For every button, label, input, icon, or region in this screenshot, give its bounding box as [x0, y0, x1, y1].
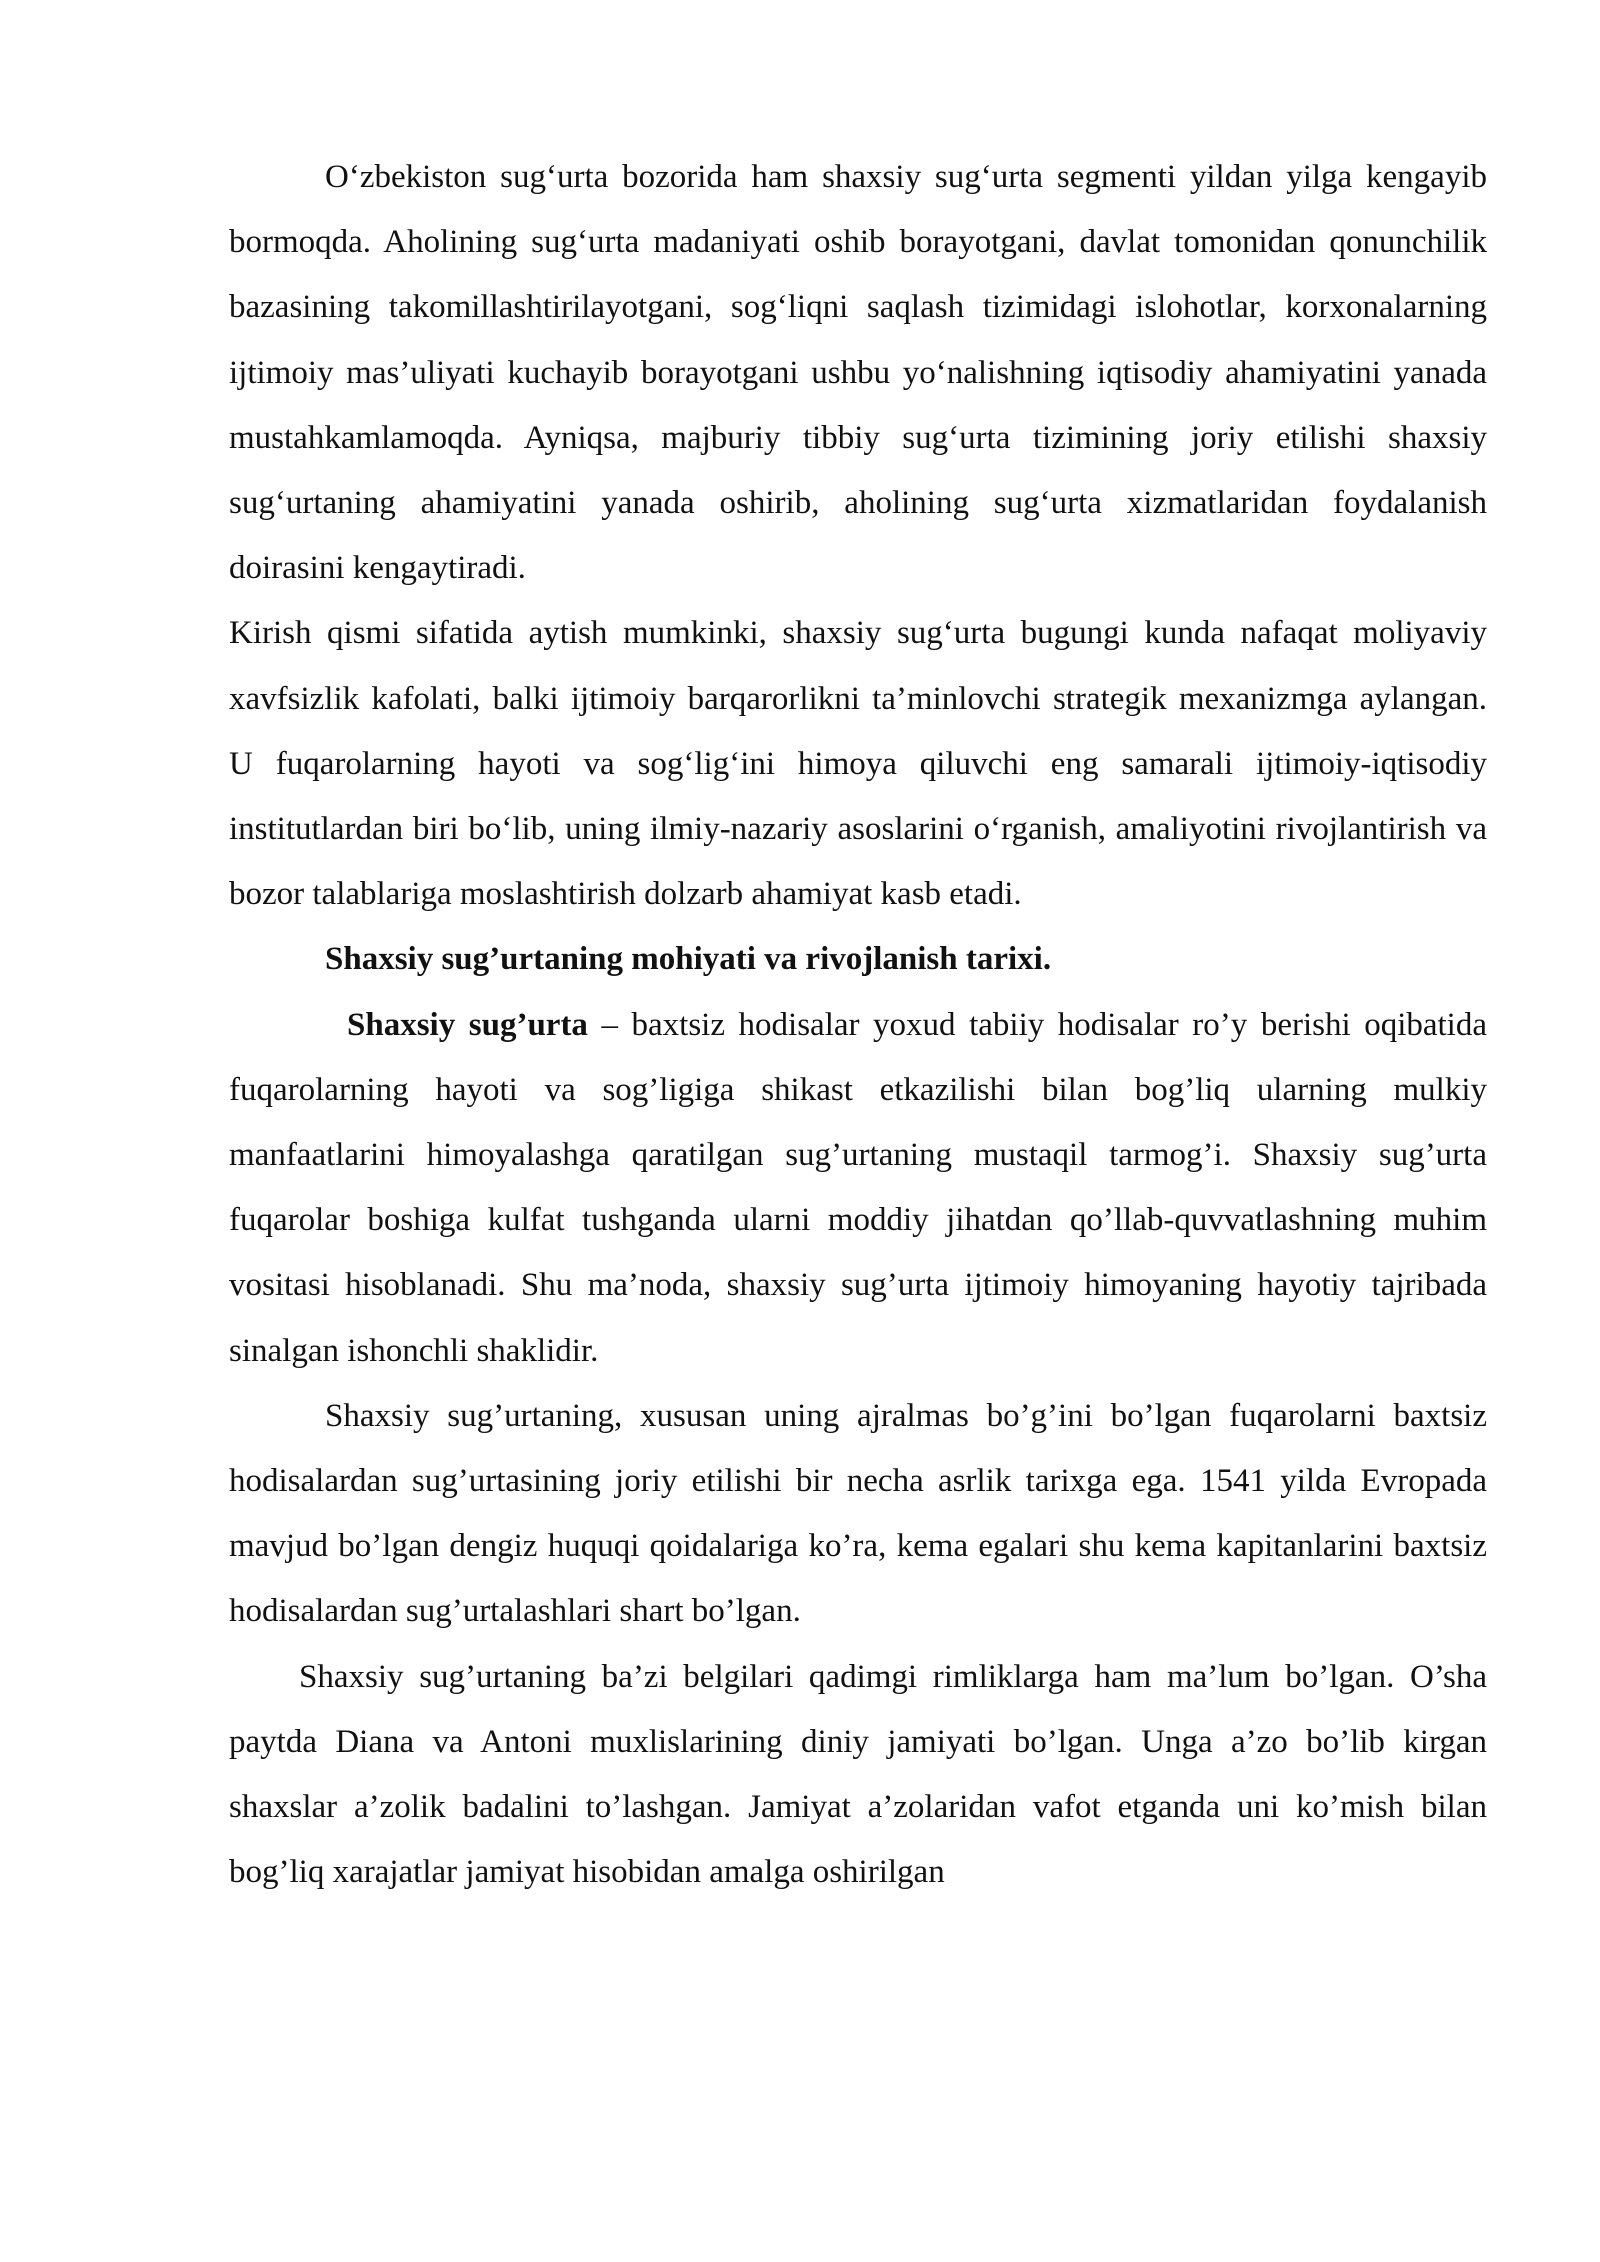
- paragraph-history: Shaxsiy sug’urtaning, xususan uning ajralmas bo’g’ini bo’lgan fuqarolarni baxtsiz hodisalardan sug’urtasining joriy etilishi bir necha asrlik tarixga ega. 1541 yilda Evropada mavjud bo’lgan dengiz huquqi qoidalariga ko’ra, kema egalari shu kema kapitanlarini baxtsiz hodisalardan sug’urtalashlari shart bo’lgan.: [229, 1397, 1487, 1630]
- defined-term: Shaxsiy sug’urta: [347, 1006, 588, 1043]
- paragraph-kirish: Kirish qismi sifatida aytish mumkinki, shaxsiy sug‘urta bugungi kunda nafaqat moliyaviy xavfsizlik kafolati, balki ijtimoiy barqarorlikni ta’minlovchi strategik mexanizmga aylangan. U fuqarolarning hayoti va sog‘lig‘ini himoya qiluvchi eng samarali ijtimoiy-iqtisodiy institutlardan biri bo‘lib, uning ilmiy-nazariy asoslarini o‘rganish, amaliyotini rivojlantirish va bozor talablariga moslashtirish dolzarb ahamiyat kasb etadi.: [229, 615, 1487, 913]
- definition-text: – baxtsiz hodisalar yoxud tabiiy hodisalar ro’y berishi oqibatida fuqarolarning hayoti va sog’ligiga shikast etkazilishi bilan bog’liq ularning mulkiy manfaatlarini himoyalashga qaratilgan sug’urtaning mustaqil tarmog’i. Shaxsiy sug’urta fuqarolar boshiga kulfat tushganda ularni moddiy jihatdan qo’llab-quvvatlashning muhim vositasi hisoblanadi. Shu ma’noda, shaxsiy sug’urta ijtimoiy himoyaning hayotiy tajribada sinalgan ishonchli shaklidir.: [229, 1006, 1487, 1369]
- paragraph-intro: O‘zbekiston sug‘urta bozorida ham shaxsiy sug‘urta segmenti yildan yilga kengayib bormoqda. Aholining sug‘urta madaniyati oshib borayotgani, davlat tomonidan qonunchilik bazasining takomillashtirilayotgani, sog‘liqni saqlash tizimidagi islohotlar, korxonalarning ijtimoiy mas’uliyati kuchayib borayotgani ushbu yo‘nalishning iqtisodiy ahamiyatini yanada mustahkamlamoqda. Ayniqsa, majburiy tibbiy sug‘urta tizimining joriy etilishi shaxsiy sug‘urtaning ahamiyatini yanada oshirib, aholining sug‘urta xizmatlaridan foydalanish doirasini kengaytiradi.: [229, 159, 1487, 587]
- paragraph-definition: [229, 993, 1487, 1384]
- section-heading: Shaxsiy sug’urtaning mohiyati va rivojlanish tarixi.: [325, 941, 1052, 978]
- paragraph-rome: Shaxsiy sug’urtaning ba’zi belgilari qadimgi rimliklarga ham ma’lum bo’lgan. O’sha paytda Diana va Antoni muxlislarining diniy jamiyati bo’lgan. Unga a’zo bo’lib kirgan shaxslar a’zolik badalini to’lashgan. Jamiyat a’zolaridan vafot etganda uni ko’mish bilan bog’liq xarajatlar jamiyat hisobidan amalga oshirilgan: [229, 1658, 1487, 1891]
- document-page: [229, 145, 1487, 1905]
